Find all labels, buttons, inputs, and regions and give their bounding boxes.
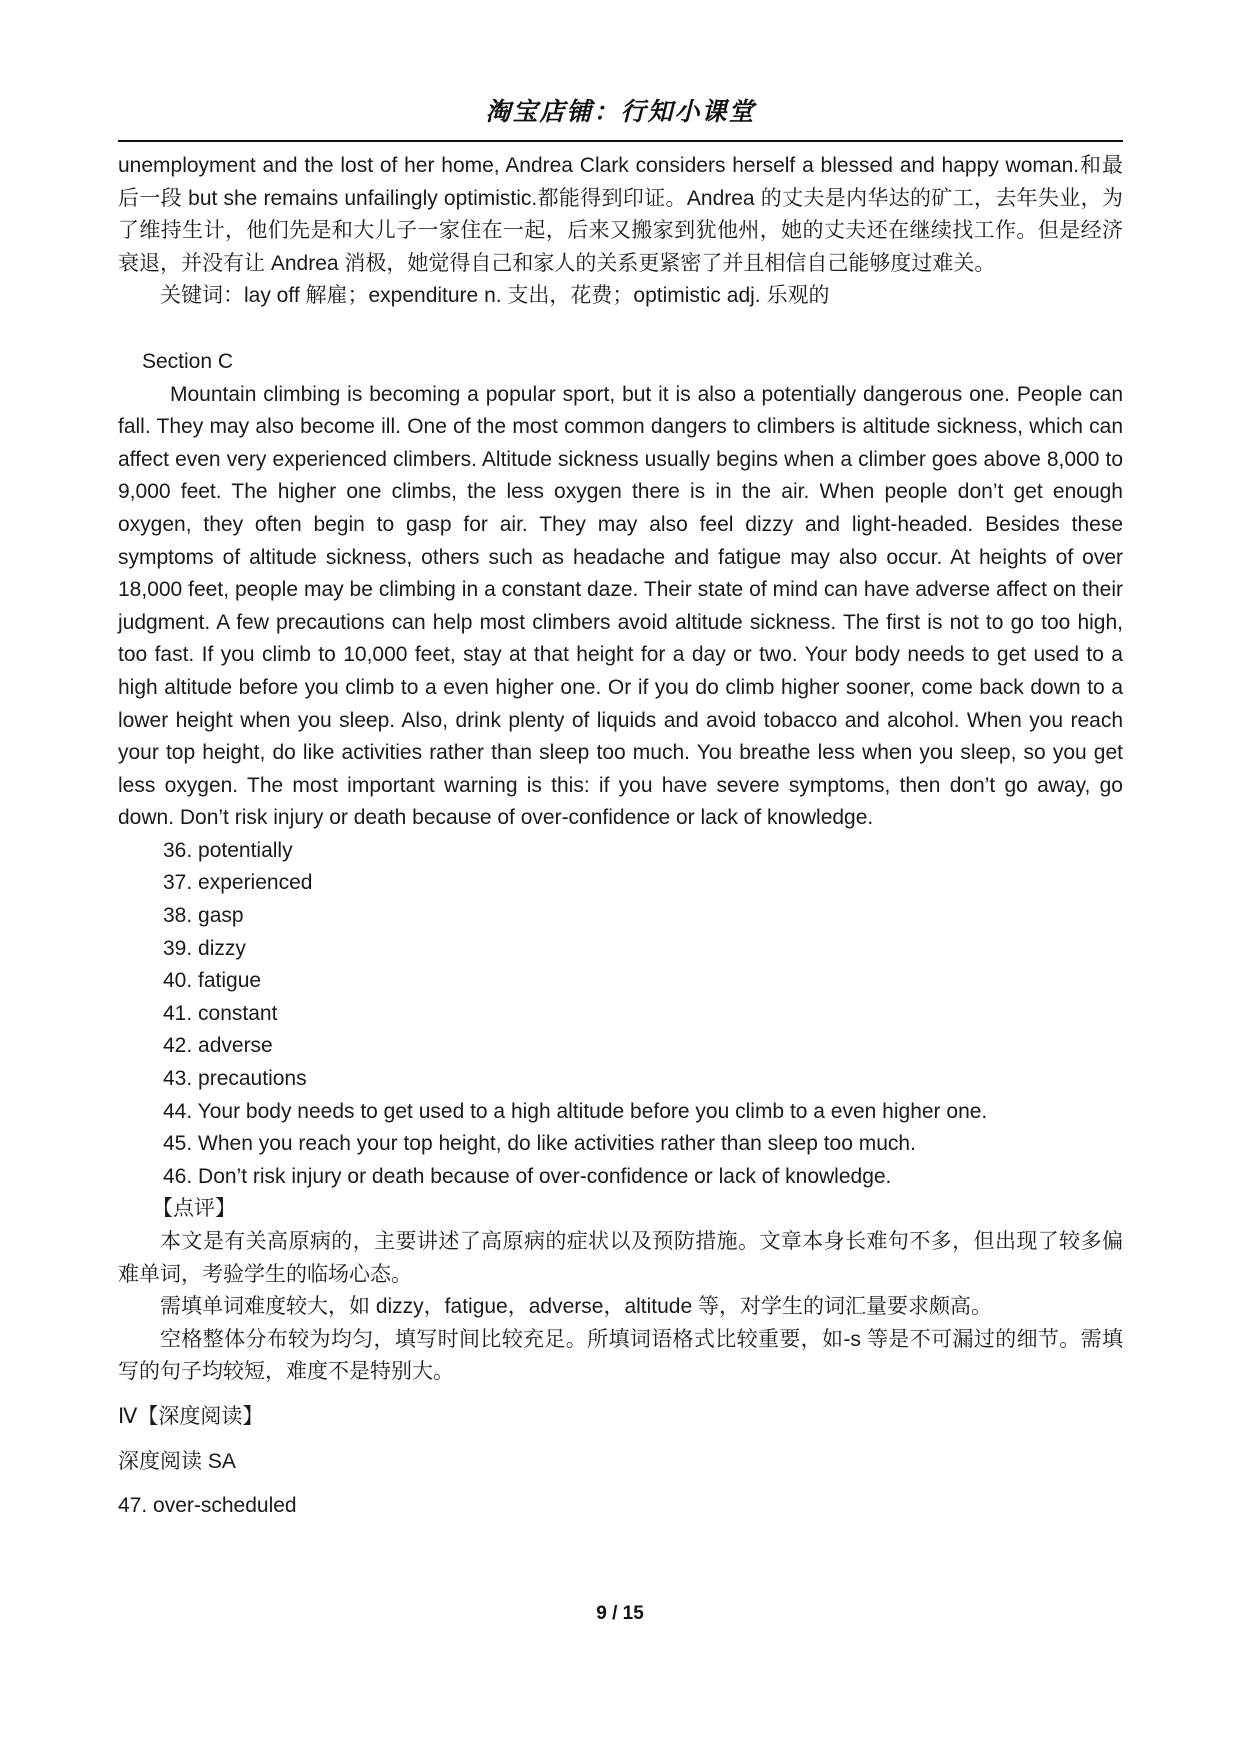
section-iv-title: Ⅳ【深度阅读】 (118, 1404, 264, 1428)
header-divider (118, 140, 1123, 142)
section-iv-answer: 47. over-scheduled (118, 1494, 297, 1518)
spacer (118, 1389, 1123, 1401)
answer-item: 39. dizzy (163, 936, 246, 960)
comment-paragraph: 空格整体分布较为均匀，填写时间比较充足。所填词语格式比较重要，如-s 等是不可漏过的细节。需填写的句子均较短，难度不是特别大。 (118, 1327, 1123, 1384)
answer-item: 43. precautions (163, 1067, 307, 1091)
section-iv-subtitle: 深度阅读 SA (118, 1449, 236, 1473)
section-c-title: Section C (142, 349, 234, 373)
comment-title: 【点评】 (152, 1197, 236, 1221)
page-header-title: 淘宝店铺：行知小课堂 (485, 98, 756, 126)
answer-item: 41. constant (163, 1001, 278, 1025)
answer-item: 45. When you reach your top height, do like activities rather than sleep too much. (163, 1132, 916, 1156)
answer-list (118, 835, 1123, 1194)
document-body (118, 150, 1123, 1523)
section-c-passage: Mountain climbing is becoming a popular sport, but it is also a potentially dangerous one. People can fall. They may also become ill. One of the most common dangers to climbers is altitude sickness, which can affect even very experienced climbers. Altitude sickness usually begins when a climber goes above 8,000 to 9,000 feet. The higher one climbs, the less oxygen there is in the air. When people don’t get enough oxygen, they often begin to gasp for air. They may also feel dizzy and light-headed. Besides these symptoms of altitude sickness, others such as headache and fatigue may also occur. At heights of over 18,000 feet, people may be climbing in a constant daze. Their state of mind can have adverse affect on their judgment. A few precautions can help most climbers avoid altitude sickness. The first is not to go too high, too fast. If you climb to 10,000 feet, stay at that height for a day or two. Your body needs to get used to a high altitude before you climb to a even higher one. Or if you do climb higher sooner, come back down to a lower height when you sleep. Also, drink plenty of liquids and avoid tobacco and alcohol. When you reach your top height, do like activities rather than sleep too much. You breathe less when you sleep, so you get less oxygen. The most important warning is this: if you have severe symptoms, then don’t go away, go down. Don’t risk injury or death because of over-confidence or lack of knowledge. (118, 382, 1123, 830)
keywords-line: 关键词：lay off 解雇；expenditure n. 支出，花费；optimistic adj. 乐观的 (160, 284, 830, 308)
comment-paragraph: 本文是有关高原病的，主要讲述了高原病的症状以及预防措施。文章本身长难句不多，但出现了较多偏难单词，考验学生的临场心态。 (118, 1230, 1123, 1286)
answer-item: 37. experienced (163, 871, 313, 895)
intro-paragraph: unemployment and the lost of her home, Andrea Clark considers herself a blessed and happy woman.和最后一段 but she remains unfailingly optimistic.都能得到印证。Andrea 的丈夫是内华达的矿工，去年失业，为了维持生计，他们先是和大儿子一家住在一起，后来又搬家到犹他州，她的丈夫还在继续找工作。但是经济衰退，并没有让 Andrea 消极，她觉得自己和家人的关系更紧密了并且相信自己能够度过难关。 (118, 154, 1123, 275)
answer-item: 40. fatigue (163, 969, 262, 993)
comment-paragraph: 需填单词难度较大，如 dizzy，fatigue，adverse，altitude 等，对学生的词汇量要求颇高。 (160, 1295, 992, 1319)
answer-item: 46. Don’t risk injury or death because of over-confidence or lack of knowledge. (163, 1164, 892, 1188)
spacer (118, 1434, 1123, 1446)
spacer (118, 1478, 1123, 1490)
answer-item: 38. gasp (163, 904, 244, 928)
page-number: 9 / 15 (596, 1603, 644, 1624)
answer-item: 44. Your body needs to get used to a high altitude before you climb to a even higher one. (163, 1099, 988, 1123)
answer-item: 42. adverse (163, 1034, 273, 1058)
answer-item: 36. potentially (163, 838, 293, 862)
spacer (118, 313, 1123, 346)
